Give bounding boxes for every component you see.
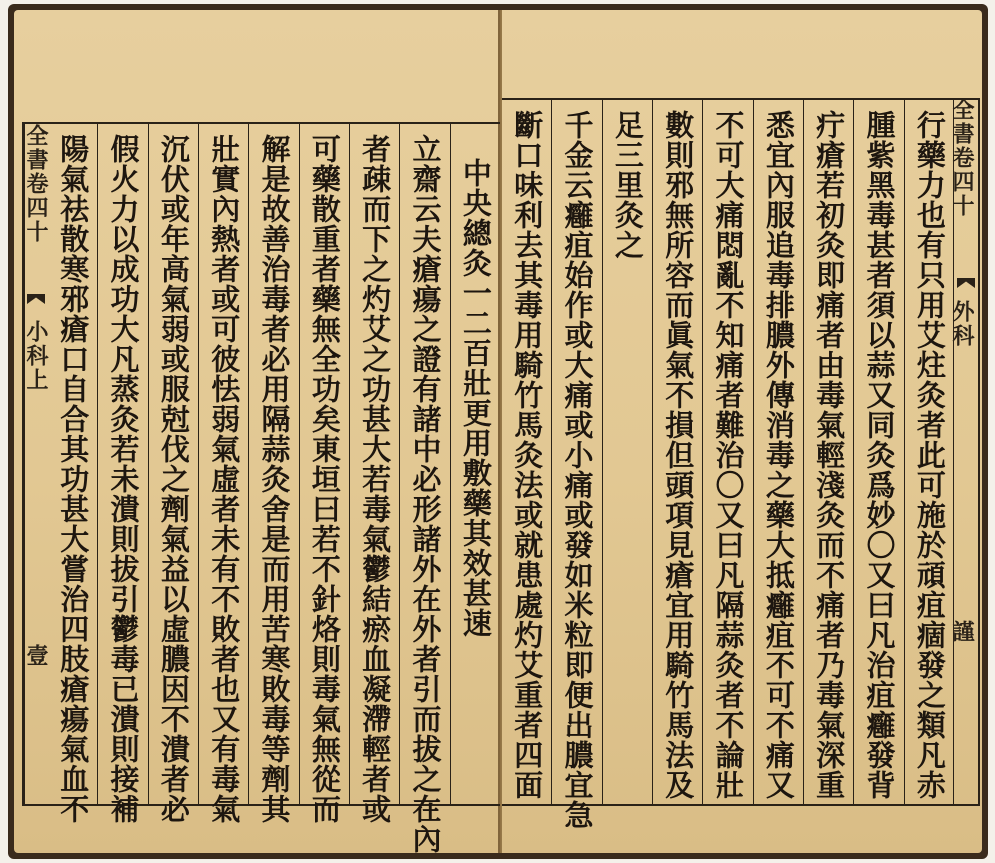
left-column-text-1: 中央總灸一二百壯更用敷藥其效甚速 (458, 158, 493, 638)
left-columns (48, 124, 500, 854)
left-column-text-4: 可藥散重者藥無全功矣東垣曰若不針烙則毒氣無從而 (307, 134, 342, 824)
left-column-3 (349, 124, 399, 824)
right-column-text-6: 數則邪無所容而眞氣不損但頭項見瘡宜用騎竹馬法及 (661, 110, 696, 800)
left-column-text-7: 沉伏或年高氣弱或服尅伐之劑氣益以虛膿因不潰者必 (156, 134, 191, 824)
left-column-text-2: 立齋云夫瘡瘍之證有諸中必形諸外在外者引而拔之在內 (408, 134, 443, 854)
left-margin-section: 小科上 (23, 320, 49, 392)
left-column-1 (450, 124, 500, 804)
right-column-text-1: 行藥力也有只用艾炷灸者此可施於頑疽痼發之類凡赤 (912, 110, 947, 800)
left-column-6 (198, 124, 248, 824)
right-page-mark: 謹 (949, 620, 975, 644)
right-column-4 (753, 100, 803, 804)
right-column-text-2: 腫紫黑毒甚者須以蒜又同灸爲妙〇又曰凡治疽癰發背 (862, 110, 897, 800)
left-text-frame (22, 122, 500, 854)
right-column-3 (803, 100, 853, 804)
left-column-9 (48, 124, 97, 824)
right-column-7 (602, 100, 652, 804)
left-column-7 (148, 124, 198, 824)
right-margin-section: 外科 (949, 300, 975, 348)
right-column-1 (904, 100, 954, 804)
right-column-5 (702, 100, 752, 804)
left-page (14, 10, 498, 853)
left-column-4 (299, 124, 349, 824)
right-column-text-5: 不可大痛悶亂不知痛者難治〇又曰凡隔蒜灸者不論壯 (711, 110, 746, 800)
right-text-frame (502, 98, 980, 830)
left-column-text-3: 者疎而下之灼艾之功甚大若毒氣鬱結瘀血凝滯輕者或 (358, 134, 393, 824)
right-column-text-4: 悉宜內服追毒排膿外傳消毒之藥大抵癰疽不可不痛又 (761, 110, 796, 800)
right-column-6 (652, 100, 702, 804)
right-columns (502, 100, 954, 830)
right-page (502, 10, 982, 853)
right-column-2 (853, 100, 903, 804)
right-fishtail-mark (957, 278, 975, 288)
right-margin-title: 全書卷四十 (949, 98, 975, 218)
left-column-text-5: 解是故善治毒者必用隔蒜灸舍是而用苦寒敗毒等劑其 (257, 134, 292, 824)
right-column-text-8: 千金云癰疽始作或大痛或小痛或發如米粒即便出膿宜急 (560, 110, 595, 830)
right-column-8 (551, 100, 601, 830)
left-column-5 (248, 124, 298, 824)
left-banxin (24, 124, 49, 804)
left-column-text-9: 陽氣祛散寒邪瘡口自合其功甚大嘗治四肢瘡瘍氣血不 (56, 134, 91, 824)
left-page-mark: 壹 (23, 644, 49, 668)
left-column-text-8: 假火力以成功大凡蒸灸若未潰則拔引鬱毒已潰則接補 (106, 134, 141, 824)
left-column-2 (399, 124, 449, 854)
right-column-text-7: 足三里灸之 (610, 110, 645, 260)
right-column-text-9: 斷口味利去其毒用騎竹馬灸法或就患處灼艾重者四面 (510, 110, 545, 800)
right-column-text-3: 疔瘡若初灸即痛者由毒氣輕淺灸而不痛者乃毒氣深重 (812, 110, 847, 800)
left-column-text-6: 壯實內熱者或可彼怯弱氣虛者未有不敗者也又有毒氣 (207, 134, 242, 824)
book-spread (8, 4, 988, 859)
left-fishtail-mark (27, 294, 45, 304)
left-column-8 (97, 124, 147, 824)
left-margin-title: 全書卷四十 (23, 124, 49, 244)
right-banxin (949, 98, 978, 804)
right-column-9 (502, 100, 551, 804)
